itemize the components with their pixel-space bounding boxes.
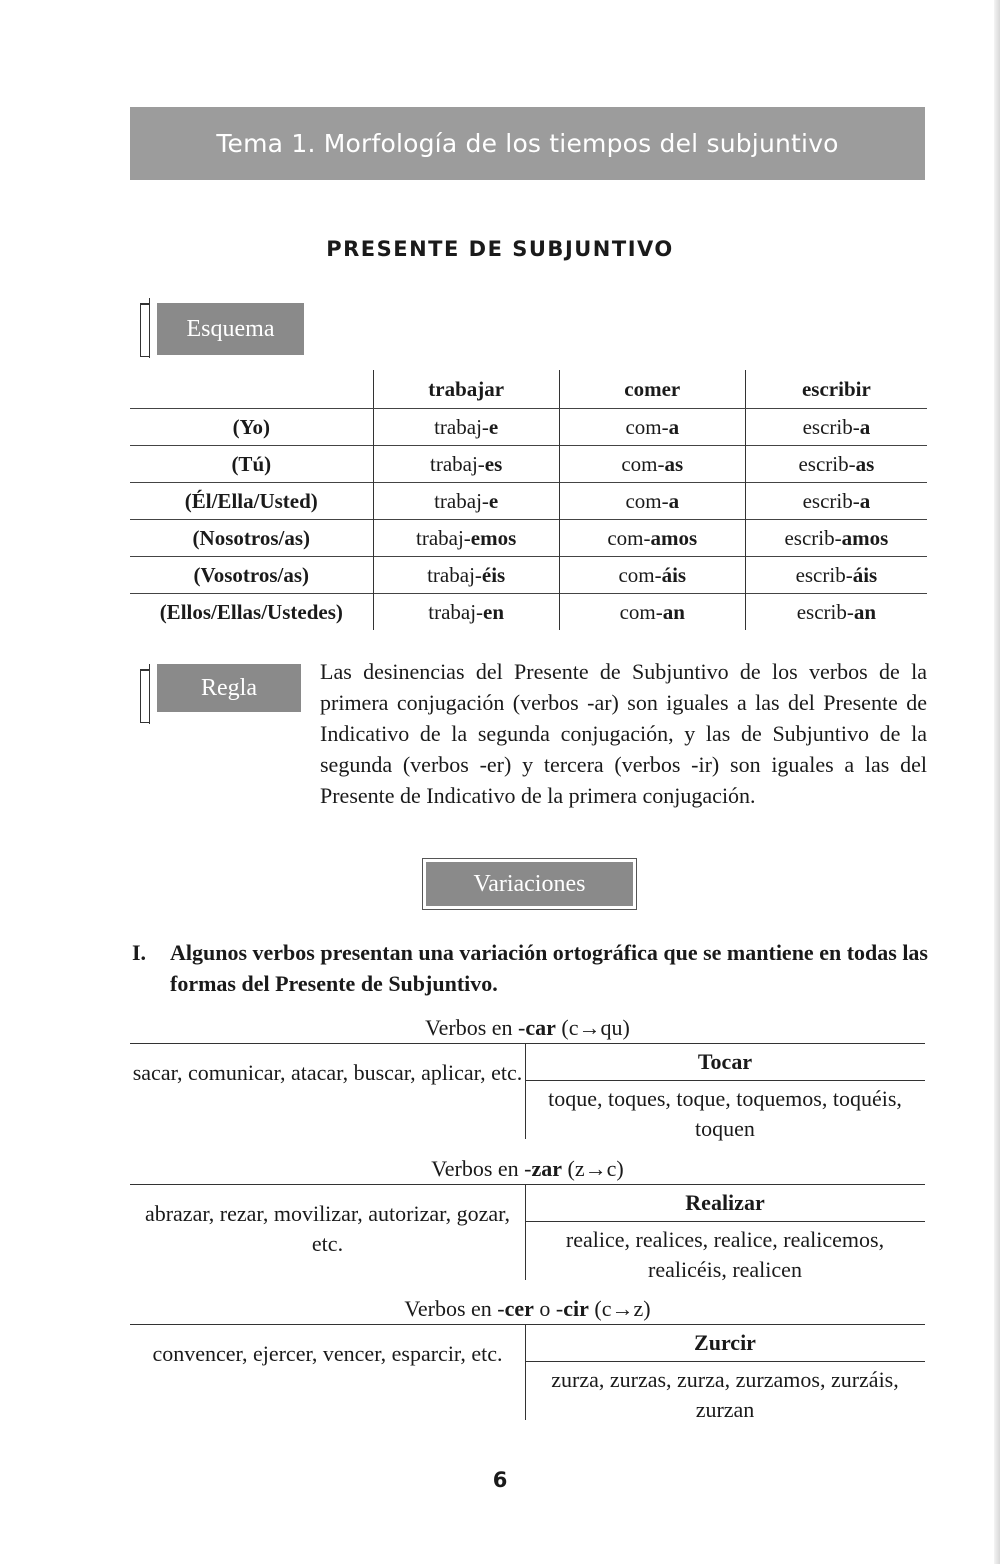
stem: escrib- (802, 414, 860, 439)
variation-examples: convencer, ejercer, vencer, esparcir, etc. (152, 1341, 503, 1366)
variation-verb: Realizar (525, 1185, 925, 1222)
pronoun-cell: (Tú) (130, 446, 373, 483)
stem: trabaj- (427, 562, 482, 587)
variation-body (130, 1044, 925, 1152)
table-row (130, 409, 927, 446)
stem: escrib- (798, 451, 856, 476)
stem: trabaj- (416, 525, 471, 550)
ending: amos (650, 525, 698, 550)
conjugation-cell (373, 557, 559, 594)
conjugation-cell (745, 520, 927, 557)
variation-forms: zurza, zurzas, zurza, zurzamos, zurzáis, zurzan (551, 1367, 899, 1422)
stem: trabaj- (430, 451, 485, 476)
stem: com- (625, 414, 669, 439)
ending: áis (661, 562, 687, 587)
regla-label: Regla (201, 674, 257, 701)
caption-mid: o - (533, 1296, 564, 1321)
regla-tag (157, 664, 301, 712)
ending: a (859, 488, 871, 513)
ending: a (668, 414, 680, 439)
variation-group-cer-cir (130, 1294, 925, 1433)
variation-caption (130, 1154, 925, 1184)
topic-title: Tema 1. Morfología de los tiempos del subjuntivo (216, 129, 839, 158)
variation-examples: abrazar, rezar, movilizar, autorizar, gozar, etc. (144, 1201, 511, 1256)
conjugation-cell (745, 446, 927, 483)
point-text: Algunos verbos presentan una variación ortográfica que se mantiene en todas las formas del Presente de Subjuntivo. (170, 940, 928, 996)
conjugation-cell (745, 483, 927, 520)
conjugation-table (130, 370, 927, 630)
caption-change: (c→qu) (555, 1015, 630, 1040)
stem: com- (621, 451, 665, 476)
ending: an (662, 599, 685, 624)
conjugation-cell (373, 483, 559, 520)
table-row (130, 483, 927, 520)
variation-caption (130, 1294, 925, 1324)
table-header-cell: trabajar (373, 370, 559, 409)
ending: a (859, 414, 871, 439)
conjugation-cell (745, 594, 927, 631)
variaciones-inner (426, 862, 633, 906)
table-header-cell: escribir (745, 370, 927, 409)
esquema-bracket-stub (149, 298, 150, 358)
conjugation-cell (745, 557, 927, 594)
pronoun-cell: (Él/Ella/Usted) (130, 483, 373, 520)
variaciones-label: Variaciones (473, 870, 586, 897)
ending: amos (841, 525, 889, 550)
caption-suffix: zar (531, 1156, 563, 1181)
stem: com- (607, 525, 651, 550)
table-row (130, 520, 927, 557)
stem: escrib- (796, 599, 854, 624)
variation-group-car (130, 1013, 925, 1152)
variation-verb: Zurcir (525, 1325, 925, 1362)
table-header-cell: comer (559, 370, 745, 409)
conjugation-cell (559, 446, 745, 483)
ending: a (668, 488, 680, 513)
ending: éis (481, 562, 506, 587)
table-header-row (130, 370, 927, 409)
conjugation-cell (373, 409, 559, 446)
ending: es (484, 451, 503, 476)
stem: trabaj- (428, 599, 484, 624)
variation-forms: realice, realices, realice, realicemos, realicéis, realicen (565, 1227, 885, 1282)
ending: emos (470, 525, 517, 550)
caption-change: (c→z) (588, 1296, 651, 1321)
table-row (130, 446, 927, 483)
caption-suffix-2: cir (563, 1296, 589, 1321)
conjugation-cell (559, 409, 745, 446)
esquema-label: Esquema (186, 315, 275, 342)
stem: escrib- (802, 488, 860, 513)
stem: com- (625, 488, 669, 513)
topic-banner (130, 107, 925, 180)
table-header-empty (130, 370, 373, 409)
conjugation-cell (559, 483, 745, 520)
regla-bracket-stub (149, 664, 150, 724)
ending: as (664, 451, 684, 476)
caption-change: (z→c) (562, 1156, 624, 1181)
caption-suffix: cer (504, 1296, 534, 1321)
stem: com- (619, 599, 663, 624)
conjugation-cell (745, 409, 927, 446)
point-number: I. (132, 940, 147, 965)
variation-verb: Tocar (525, 1044, 925, 1081)
pronoun-cell: (Vosotros/as) (130, 557, 373, 594)
conjugation-cell (559, 594, 745, 631)
ending: e (488, 488, 499, 513)
pronoun-cell: (Ellos/Ellas/Ustedes) (130, 594, 373, 631)
caption-suffix: car (525, 1015, 556, 1040)
esquema-bracket (140, 303, 141, 357)
regla-bracket (140, 669, 141, 723)
conjugation-cell (373, 446, 559, 483)
conjugation-cell (373, 520, 559, 557)
variation-caption (130, 1013, 925, 1043)
conjugation-cell (559, 557, 745, 594)
ending: en (483, 599, 505, 624)
variation-forms: toque, toques, toque, toquemos, toquéis, toquen (548, 1086, 902, 1141)
ending: e (488, 414, 499, 439)
page-number: 6 (492, 1468, 508, 1492)
stem: com- (618, 562, 662, 587)
conjugation-cell (559, 520, 745, 557)
rule-text: Las desinencias del Presente de Subjuntivo de los verbos de la primera conjugación (verbos -ar) son iguales a las del Presente de Indicativo de la segunda conjugación, y las de Subjuntivo de la segunda (verbos -er) y tercera (verbos -ir) son iguales a las del Presente de Indicativo de la primera conjugación. (320, 659, 927, 808)
variation-body (130, 1325, 925, 1433)
variation-body (130, 1185, 925, 1293)
caption-pre: Verbos en - (404, 1296, 505, 1321)
pronoun-cell: (Nosotros/as) (130, 520, 373, 557)
point-one (132, 937, 932, 999)
stem: trabaj- (434, 414, 489, 439)
pronoun-cell: (Yo) (232, 414, 270, 439)
caption-pre: Verbos en - (431, 1156, 532, 1181)
ending: áis (852, 562, 878, 587)
ending: an (853, 599, 877, 624)
variation-group-zar (130, 1154, 925, 1293)
esquema-tag (157, 303, 304, 355)
caption-pre: Verbos en - (425, 1015, 526, 1040)
ending: as (855, 451, 875, 476)
stem: escrib- (795, 562, 853, 587)
variaciones-tag (422, 858, 637, 910)
page-edge-shadow (994, 0, 1000, 1564)
table-row (130, 557, 927, 594)
stem: escrib- (784, 525, 842, 550)
stem: trabaj- (434, 488, 489, 513)
table-row (130, 594, 927, 631)
section-title: PRESENTE DE SUBJUNTIVO (326, 237, 674, 261)
variation-examples: sacar, comunicar, atacar, buscar, aplicar, etc. (132, 1060, 523, 1085)
conjugation-cell (373, 594, 559, 631)
